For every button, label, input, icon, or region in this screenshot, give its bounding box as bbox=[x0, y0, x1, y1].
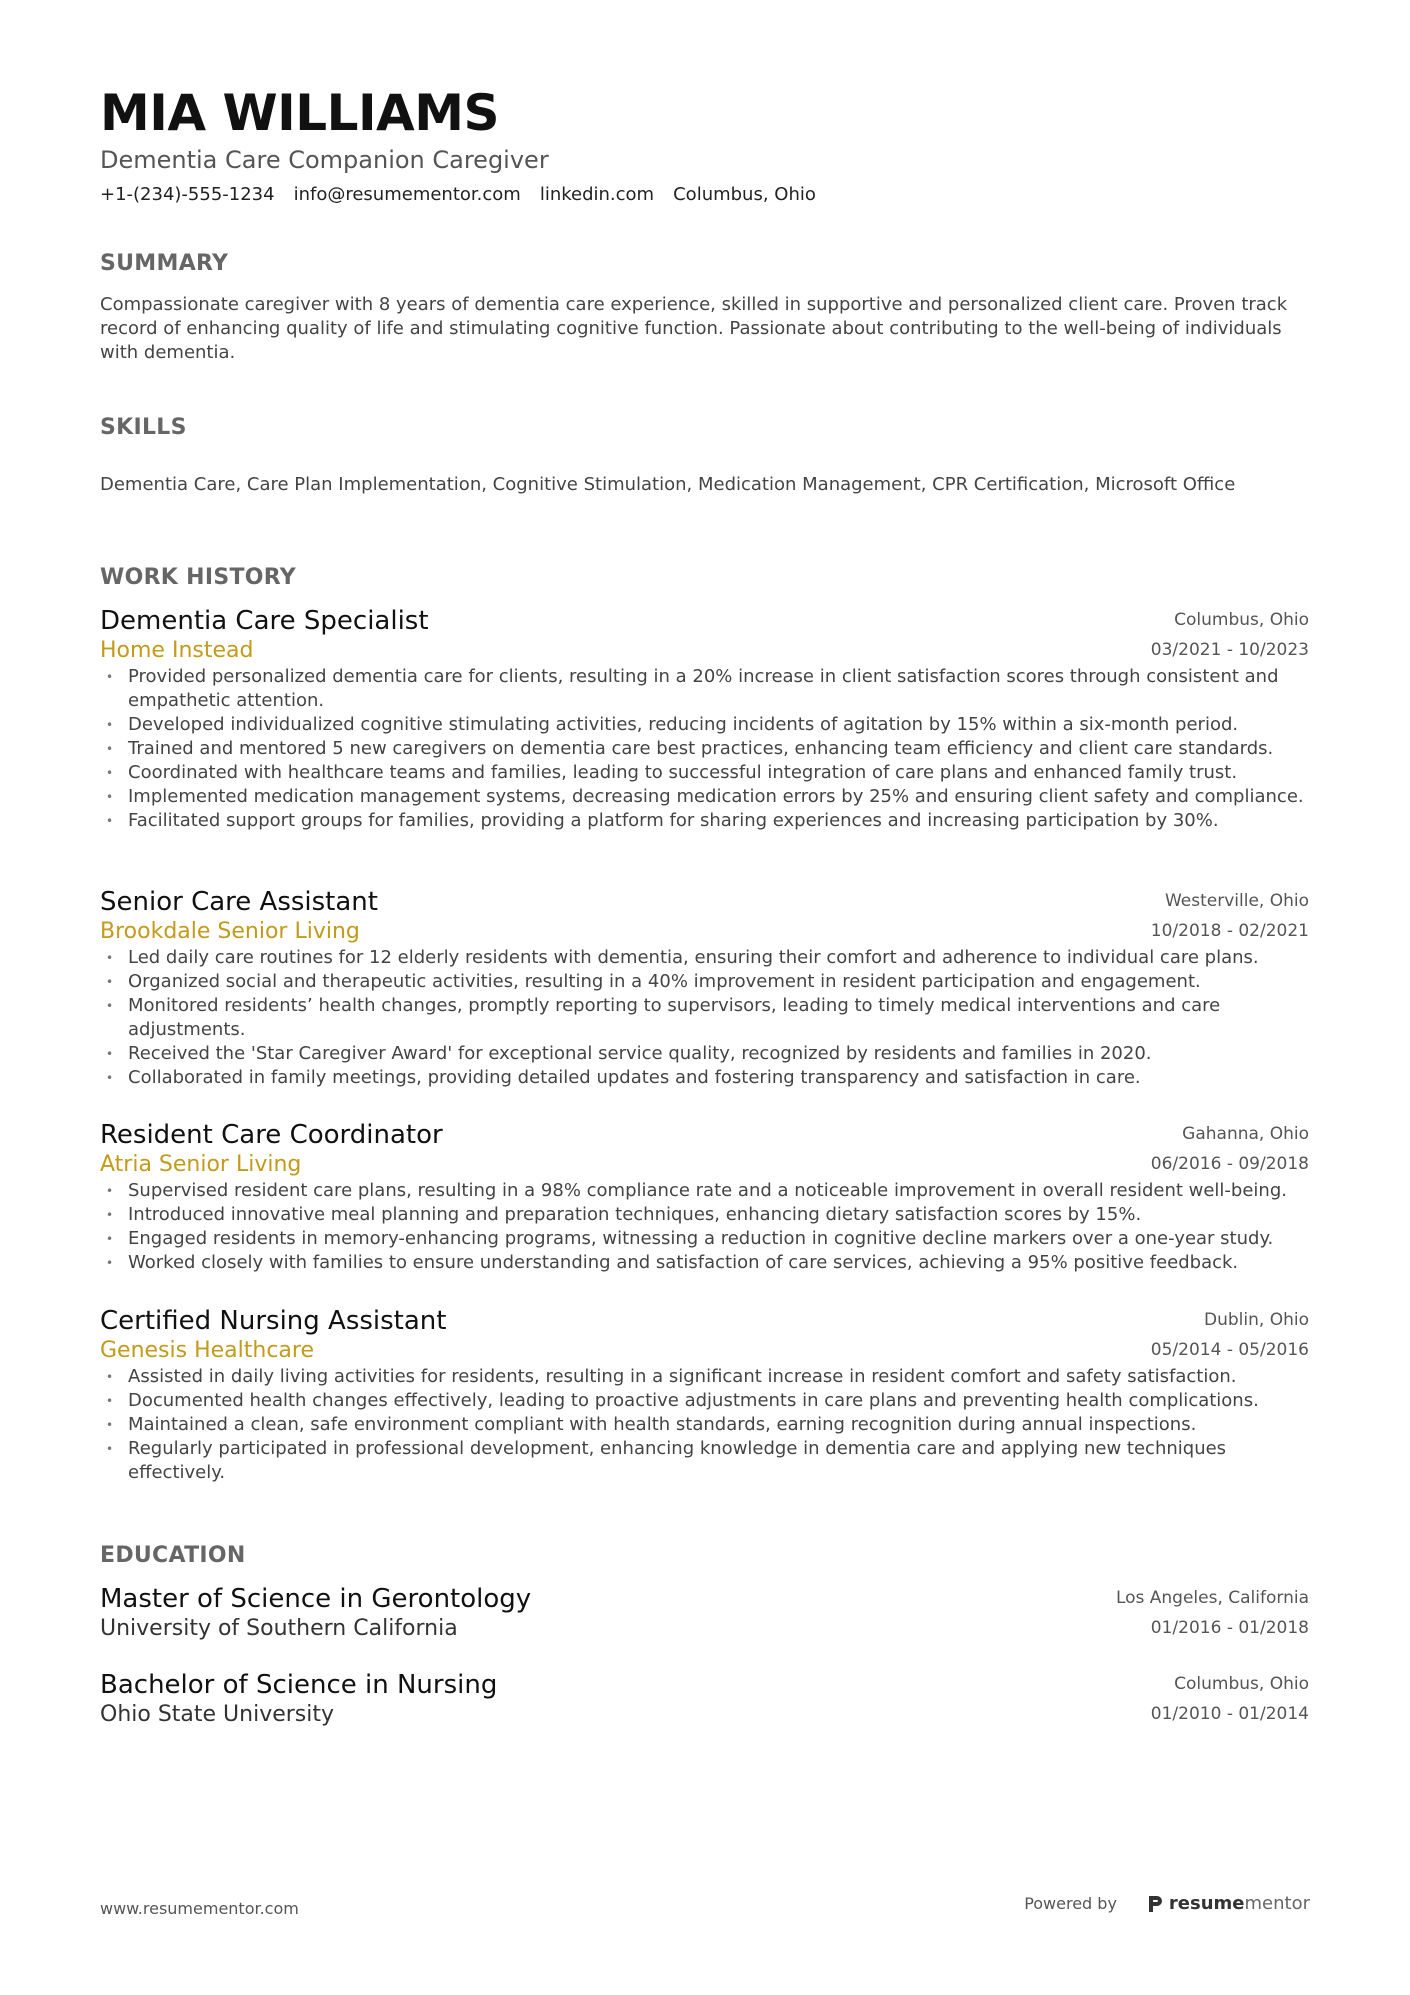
job-bullet: • Implemented medication management systems, decreasing medication errors by 25% and ensuring client safety and compliance. bbox=[100, 785, 1309, 809]
contact-linkedin: linkedin.com bbox=[539, 184, 655, 205]
candidate-name: MIA WILLIAMS bbox=[100, 84, 500, 142]
job-bullet: • Trained and mentored 5 new caregivers on dementia care best practices, enhancing team efficiency and client care standards. bbox=[100, 737, 1309, 761]
education-entry bbox=[100, 1669, 1309, 1729]
brand-name-part2: mentor bbox=[1244, 1893, 1310, 1914]
footer-website: www.resumementor.com bbox=[100, 1899, 299, 1918]
contact-email: info@resumementor.com bbox=[293, 184, 521, 205]
job-bullets bbox=[100, 946, 1309, 1090]
job-location: Dublin, Ohio bbox=[1204, 1310, 1309, 1330]
work-history-heading: WORK HISTORY bbox=[100, 565, 297, 590]
job-company: Brookdale Senior Living bbox=[100, 919, 360, 944]
job-bullets bbox=[100, 1179, 1309, 1275]
job-dates: 05/2014 - 05/2016 bbox=[1150, 1340, 1309, 1360]
powered-by-label: Powered by bbox=[1024, 1894, 1117, 1913]
job-bullet: • Coordinated with healthcare teams and families, leading to successful integration of care plans and enhanced family trust. bbox=[100, 761, 1309, 785]
job-entry bbox=[100, 605, 1309, 833]
education-dates: 01/2016 - 01/2018 bbox=[1150, 1618, 1309, 1638]
degree-title: Bachelor of Science in Nursing bbox=[100, 1670, 498, 1700]
contact-line bbox=[100, 183, 816, 207]
job-company: Atria Senior Living bbox=[100, 1152, 302, 1177]
job-dates: 03/2021 - 10/2023 bbox=[1150, 640, 1309, 660]
job-title: Senior Care Assistant bbox=[100, 887, 378, 917]
job-bullet: • Maintained a clean, safe environment compliant with health standards, earning recognition during annual inspections. bbox=[100, 1413, 1309, 1437]
education-dates: 01/2010 - 01/2014 bbox=[1150, 1704, 1309, 1724]
job-bullets bbox=[100, 1365, 1309, 1485]
job-entry bbox=[100, 1119, 1309, 1275]
job-bullet: • Engaged residents in memory-enhancing programs, witnessing a reduction in cognitive decline markers over a one-year study. bbox=[100, 1227, 1309, 1251]
job-title: Certified Nursing Assistant bbox=[100, 1306, 447, 1336]
job-bullet: • Introduced innovative meal planning and preparation techniques, enhancing dietary satisfaction scores by 15%. bbox=[100, 1203, 1309, 1227]
school-location: Columbus, Ohio bbox=[1174, 1674, 1309, 1694]
footer-branding bbox=[1024, 1893, 1310, 1914]
education-entry bbox=[100, 1583, 1309, 1643]
school-location: Los Angeles, California bbox=[1115, 1588, 1309, 1608]
resumementor-logo-icon bbox=[1147, 1894, 1163, 1914]
skills-heading: SKILLS bbox=[100, 415, 187, 440]
job-dates: 06/2016 - 09/2018 bbox=[1150, 1154, 1309, 1174]
job-bullet: • Documented health changes effectively, leading to proactive adjustments in care plans and preventing health complications. bbox=[100, 1389, 1309, 1413]
job-bullet: • Developed individualized cognitive stimulating activities, reducing incidents of agitation by 15% within a six-month period. bbox=[100, 713, 1309, 737]
job-bullet: • Facilitated support groups for families, providing a platform for sharing experiences and increasing participation by 30%. bbox=[100, 809, 1309, 833]
degree-title: Master of Science in Gerontology bbox=[100, 1584, 532, 1614]
summary-text: Compassionate caregiver with 8 years of dementia care experience, skilled in supportive and personalized client care. Proven track record of enhancing quality of life and stimulating cognitive function. Passionate about contributing to the well-being of individuals with dementia. bbox=[100, 294, 1288, 363]
job-bullet: • Collaborated in family meetings, providing detailed updates and fostering transparency and satisfaction in care. bbox=[100, 1066, 1309, 1090]
skills-text: Dementia Care, Care Plan Implementation, Cognitive Stimulation, Medication Management, CPR Certification, Microsoft Office bbox=[100, 474, 1236, 495]
job-company: Home Instead bbox=[100, 638, 254, 663]
job-bullet: • Organized social and therapeutic activities, resulting in a 40% improvement in resident participation and engagement. bbox=[100, 970, 1309, 994]
job-bullet: • Supervised resident care plans, resulting in a 98% compliance rate and a noticeable improvement in overall resident well-being. bbox=[100, 1179, 1309, 1203]
job-entry bbox=[100, 1305, 1309, 1485]
school-name: Ohio State University bbox=[100, 1702, 335, 1727]
job-bullet: • Worked closely with families to ensure understanding and satisfaction of care services, achieving a 95% positive feedback. bbox=[100, 1251, 1309, 1275]
job-company: Genesis Healthcare bbox=[100, 1338, 315, 1363]
job-bullet: • Received the 'Star Caregiver Award' for exceptional service quality, recognized by residents and families in 2020. bbox=[100, 1042, 1309, 1066]
contact-location: Columbus, Ohio bbox=[673, 184, 816, 205]
job-bullet: • Led daily care routines for 12 elderly residents with dementia, ensuring their comfort and adherence to individual care plans. bbox=[100, 946, 1309, 970]
job-entry bbox=[100, 886, 1309, 1090]
contact-phone: +1-(234)-555-1234 bbox=[100, 184, 275, 205]
job-bullet: • Monitored residents’ health changes, promptly reporting to supervisors, leading to timely medical interventions and care adjustments. bbox=[100, 994, 1309, 1042]
job-title: Resident Care Coordinator bbox=[100, 1120, 443, 1150]
job-dates: 10/2018 - 02/2021 bbox=[1150, 921, 1309, 941]
brand-logo bbox=[1147, 1893, 1310, 1914]
candidate-role: Dementia Care Companion Caregiver bbox=[100, 146, 549, 174]
job-location: Westerville, Ohio bbox=[1164, 891, 1309, 911]
job-bullet: • Regularly participated in professional development, enhancing knowledge in dementia care and applying new techniques effectively. bbox=[100, 1437, 1309, 1485]
job-bullet: • Provided personalized dementia care for clients, resulting in a 20% increase in client satisfaction scores through consistent and empathetic attention. bbox=[100, 665, 1309, 713]
job-bullets bbox=[100, 665, 1309, 833]
job-location: Columbus, Ohio bbox=[1174, 610, 1309, 630]
job-title: Dementia Care Specialist bbox=[100, 606, 429, 636]
brand-name-part1: resume bbox=[1168, 1893, 1245, 1914]
summary-heading: SUMMARY bbox=[100, 251, 229, 276]
school-name: University of Southern California bbox=[100, 1616, 458, 1641]
job-location: Gahanna, Ohio bbox=[1182, 1124, 1309, 1144]
education-heading: EDUCATION bbox=[100, 1543, 246, 1568]
job-bullet: • Assisted in daily living activities for residents, resulting in a significant increase in resident comfort and safety satisfaction. bbox=[100, 1365, 1309, 1389]
